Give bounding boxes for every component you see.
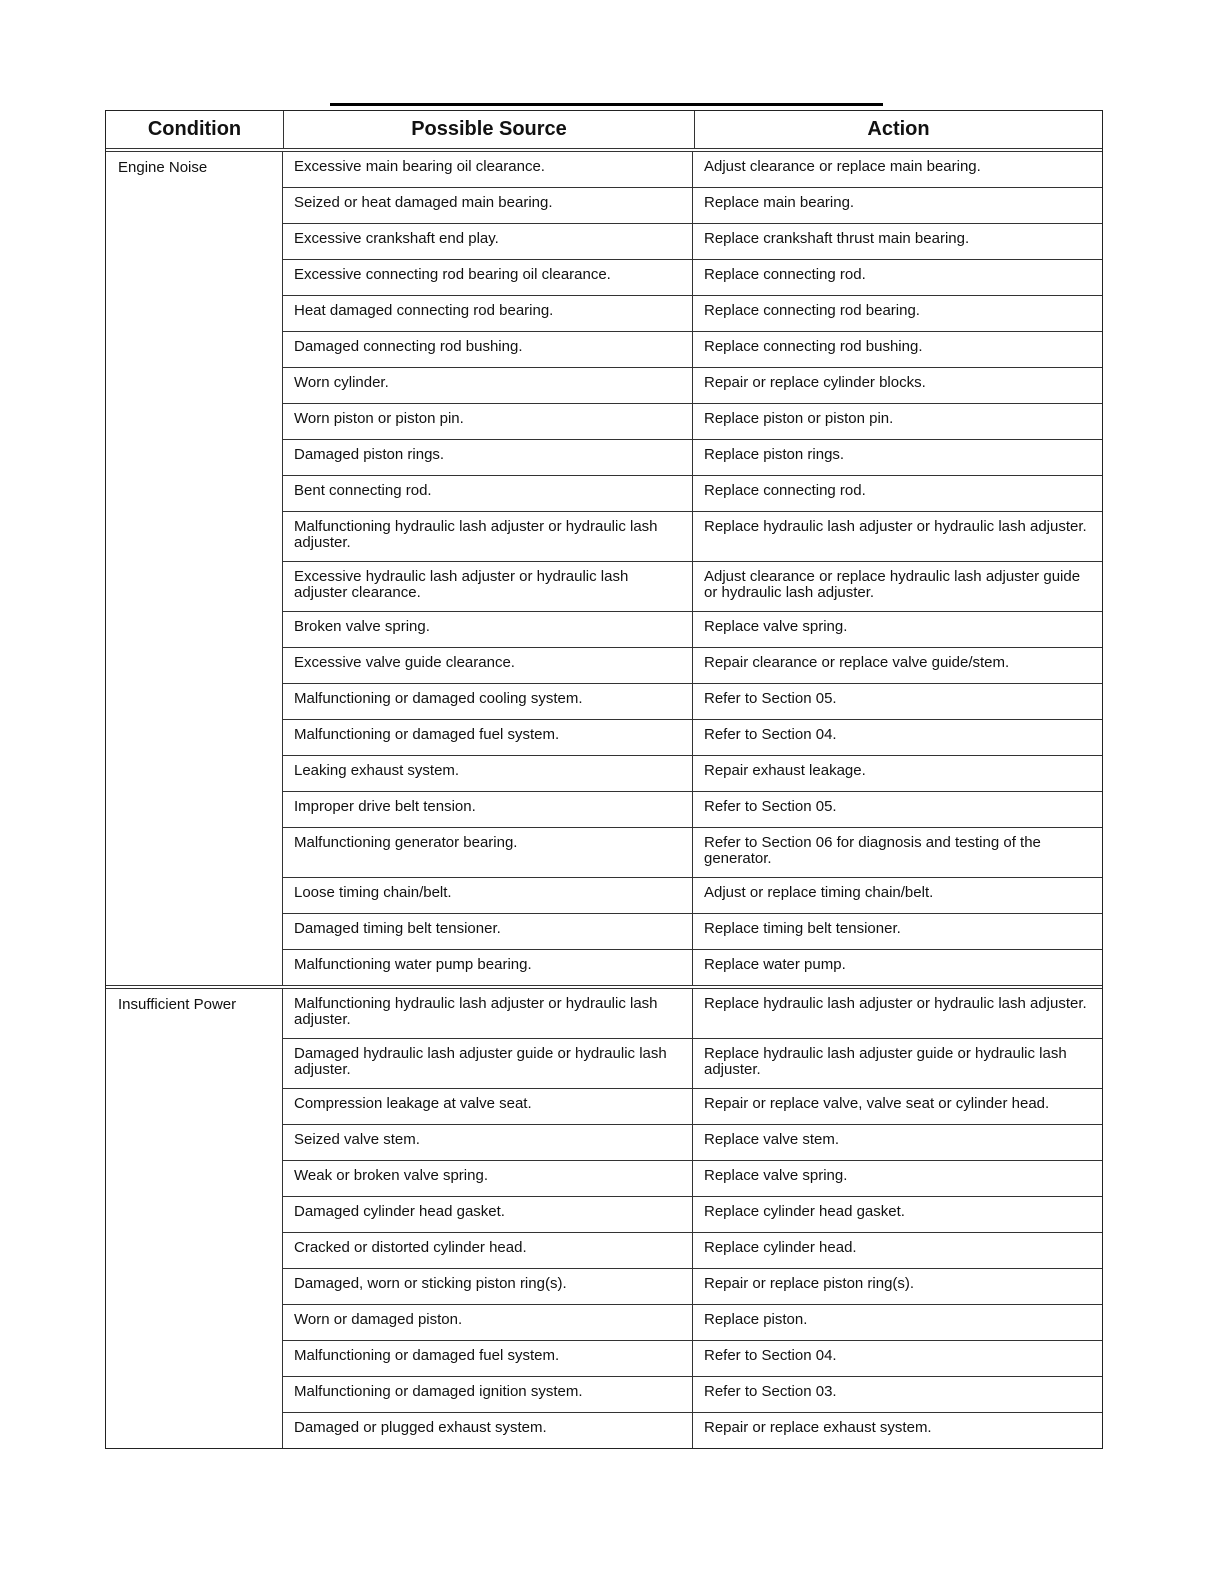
action-cell: Refer to Section 05. (704, 690, 837, 707)
action-cell: Refer to Section 04. (704, 726, 837, 743)
action-cell: Replace hydraulic lash adjuster or hydraulic lash adjuster. (704, 518, 1087, 535)
source-cell: Heat damaged connecting rod bearing. (283, 296, 693, 331)
action-cell: Replace piston or piston pin. (704, 410, 894, 427)
condition-cell: Insufficient Power (106, 989, 283, 1448)
table-row (283, 1125, 1102, 1161)
source-cell: Damaged, worn or sticking piston ring(s). (283, 1269, 693, 1304)
source-cell: Malfunctioning or damaged cooling system. (283, 684, 693, 719)
table-row (283, 476, 1102, 512)
source-cell: Malfunctioning generator bearing. (283, 828, 693, 877)
table-row (283, 188, 1102, 224)
action-cell: Repair clearance or replace valve guide/stem. (704, 654, 1010, 671)
table-row (283, 1233, 1102, 1269)
action-cell: Repair or replace cylinder blocks. (704, 374, 926, 391)
source-cell: Damaged timing belt tensioner. (283, 914, 693, 949)
action-cell: Replace hydraulic lash adjuster guide or hydraulic lash adjuster. (704, 1045, 1067, 1078)
action-cell: Replace timing belt tensioner. (704, 920, 901, 937)
table-row (283, 1161, 1102, 1197)
source-cell: Malfunctioning or damaged fuel system. (283, 1341, 693, 1376)
source-cell: Damaged cylinder head gasket. (283, 1197, 693, 1232)
source-cell: Excessive valve guide clearance. (283, 648, 693, 683)
action-cell: Repair exhaust leakage. (704, 762, 866, 779)
source-cell: Worn cylinder. (283, 368, 693, 403)
source-cell: Damaged piston rings. (283, 440, 693, 475)
table-row (283, 756, 1102, 792)
table-row (283, 1269, 1102, 1305)
action-cell: Replace valve stem. (704, 1131, 840, 1148)
action-header: Action (867, 118, 930, 140)
table-row (283, 224, 1102, 260)
table-row (283, 368, 1102, 404)
source-cell: Seized valve stem. (283, 1125, 693, 1160)
source-cell: Excessive hydraulic lash adjuster or hydraulic lash adjuster clearance. (283, 562, 693, 611)
action-cell: Refer to Section 05. (704, 798, 837, 815)
table-row (283, 260, 1102, 296)
action-cell: Replace main bearing. (704, 194, 855, 211)
action-cell: Repair or replace valve, valve seat or cylinder head. (704, 1095, 1050, 1112)
source-cell: Damaged hydraulic lash adjuster guide or hydraulic lash adjuster. (283, 1039, 693, 1088)
action-cell: Refer to Section 06 for diagnosis and testing of the generator. (704, 834, 1041, 867)
table-row (283, 950, 1102, 985)
source-cell: Broken valve spring. (283, 612, 693, 647)
table-row (283, 914, 1102, 950)
action-cell: Replace piston. (704, 1311, 808, 1328)
table-row (283, 1089, 1102, 1125)
diagnosis-table (105, 110, 1103, 1449)
row-list (283, 989, 1102, 1448)
source-cell: Cracked or distorted cylinder head. (283, 1233, 693, 1268)
action-cell: Repair or replace exhaust system. (704, 1419, 932, 1436)
action-cell: Adjust or replace timing chain/belt. (704, 884, 934, 901)
condition-cell: Engine Noise (106, 152, 283, 985)
condition-group (106, 985, 1102, 1448)
table-body (106, 152, 1102, 1448)
table-row (283, 1039, 1102, 1089)
table-row (283, 152, 1102, 188)
table-row (283, 648, 1102, 684)
table-row (283, 404, 1102, 440)
action-cell: Replace water pump. (704, 956, 846, 973)
table-row (283, 828, 1102, 878)
source-cell: Excessive main bearing oil clearance. (283, 152, 693, 187)
table-row (283, 792, 1102, 828)
source-cell: Weak or broken valve spring. (283, 1161, 693, 1196)
table-row (283, 1341, 1102, 1377)
source-cell: Malfunctioning or damaged ignition system. (283, 1377, 693, 1412)
table-row (283, 612, 1102, 648)
source-cell: Improper drive belt tension. (283, 792, 693, 827)
action-cell: Adjust clearance or replace main bearing. (704, 158, 981, 175)
table-row (283, 1305, 1102, 1341)
source-cell: Seized or heat damaged main bearing. (283, 188, 693, 223)
action-cell: Repair or replace piston ring(s). (704, 1275, 915, 1292)
table-row (283, 1413, 1102, 1448)
condition-header: Condition (106, 111, 284, 148)
header-rule (330, 103, 883, 106)
source-header: Possible Source (284, 111, 695, 148)
action-cell: Replace piston rings. (704, 446, 845, 463)
table-row (283, 1197, 1102, 1233)
action-cell: Replace cylinder head. (704, 1239, 857, 1256)
table-row (283, 720, 1102, 756)
source-cell: Worn piston or piston pin. (283, 404, 693, 439)
action-cell: Replace connecting rod. (704, 266, 866, 283)
source-cell: Damaged or plugged exhaust system. (283, 1413, 693, 1448)
source-cell: Malfunctioning or damaged fuel system. (283, 720, 693, 755)
table-row (283, 878, 1102, 914)
table-row (283, 296, 1102, 332)
table-row (283, 512, 1102, 562)
source-cell: Excessive crankshaft end play. (283, 224, 693, 259)
action-cell: Adjust clearance or replace hydraulic lash adjuster guide or hydraulic lash adjuster. (704, 568, 1081, 601)
action-cell: Replace hydraulic lash adjuster or hydraulic lash adjuster. (704, 995, 1087, 1012)
table-row (283, 1377, 1102, 1413)
table-row (283, 332, 1102, 368)
source-cell: Malfunctioning hydraulic lash adjuster or hydraulic lash adjuster. (283, 512, 693, 561)
action-cell: Replace valve spring. (704, 1167, 848, 1184)
table-row (283, 562, 1102, 612)
condition-group (106, 152, 1102, 985)
action-cell: Replace valve spring. (704, 618, 848, 635)
table-header (106, 111, 1102, 152)
action-cell: Replace connecting rod bearing. (704, 302, 920, 319)
source-cell: Damaged connecting rod bushing. (283, 332, 693, 367)
action-cell: Replace cylinder head gasket. (704, 1203, 905, 1220)
action-cell: Replace crankshaft thrust main bearing. (704, 230, 970, 247)
source-cell: Malfunctioning water pump bearing. (283, 950, 693, 985)
source-cell: Malfunctioning hydraulic lash adjuster or hydraulic lash adjuster. (283, 989, 693, 1038)
table-row (283, 989, 1102, 1039)
source-cell: Leaking exhaust system. (283, 756, 693, 791)
source-cell: Compression leakage at valve seat. (283, 1089, 693, 1124)
source-cell: Bent connecting rod. (283, 476, 693, 511)
source-cell: Worn or damaged piston. (283, 1305, 693, 1340)
action-cell: Refer to Section 03. (704, 1383, 837, 1400)
source-cell: Excessive connecting rod bearing oil clearance. (283, 260, 693, 295)
source-cell: Loose timing chain/belt. (283, 878, 693, 913)
action-cell: Replace connecting rod bushing. (704, 338, 923, 355)
action-cell: Refer to Section 04. (704, 1347, 837, 1364)
action-cell: Replace connecting rod. (704, 482, 866, 499)
table-row (283, 684, 1102, 720)
table-row (283, 440, 1102, 476)
row-list (283, 152, 1102, 985)
